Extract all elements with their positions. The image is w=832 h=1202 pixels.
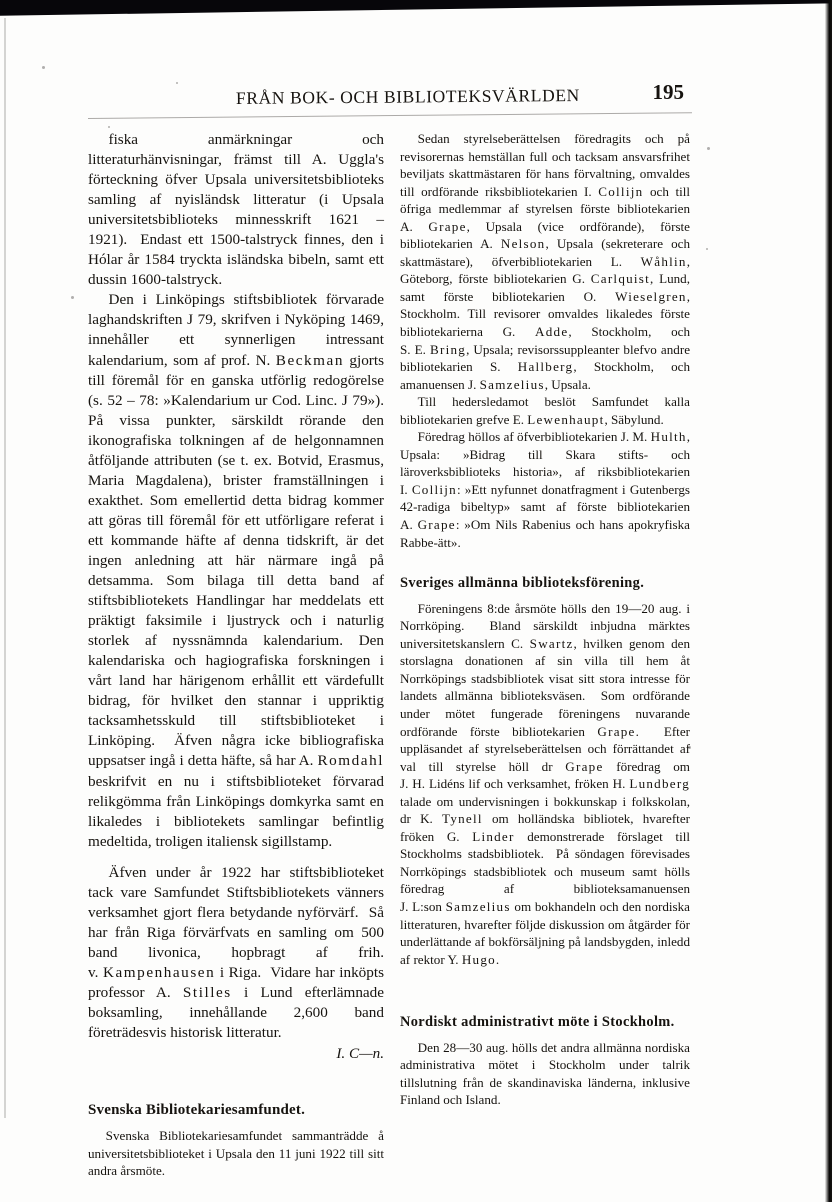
paragraph-gap bbox=[88, 852, 384, 863]
section-heading-nordiskt-administrativt-mote: Nordiskt administrativt möte i Stockholm. bbox=[400, 1014, 675, 1031]
paragraph-gap bbox=[400, 968, 690, 990]
paragraph: Den i Linköpings stiftsbibliotek förvarade laghandskriften J 79, skrifven i Nyköping 1469, innehåller ett synnerligen intressant kalendarium, som af prof. N. Beckman gjorts till föremål för en ganska utförlig redogörelse (s. 52 – 78: »Kalendarium ur Cod. Linc. J 79»). På vissa punkter, särskildt rörande den ikonografiska tolkningen af de helgonnamnen åtföljande attributen (se t. ex. Botvid, Erasmus, Maria Magdalena), brister framställningen i exakthet. Som emellertid detta bidrag kommer att göras till föremål för ett utförligare referat i ett kommande häfte af denna tidskrift, är det ingen anledning att här närmare ingå på detsamma. Som bilaga till detta band af stiftsbibliotekets Handlingar har meddelats ett präktigt faksimile i ljustryck och i naturlig storlek af nyssnämnda kalendarium. Den kalendariska och hagiografiska forskningen i vårt land har härigenom erhållit ett värdefullt bidrag, för hvilket den stannar i uppriktig tacksamhetsskuld till stiftsbiblioteket i Linköping. Äfven några icke bibliografiska uppsatser ingå i detta häfte, så har A. Romdahl beskrifvit en nu i stiftsbiblioteket förvarad relikgömma från Linköpings domkyrka samt en likaledes i bibliotekets samlingar befintlig medeltida, troligen italiensk sigillstamp. bbox=[88, 291, 384, 850]
column-left bbox=[88, 130, 384, 1180]
scan-speck bbox=[42, 66, 45, 69]
scan-speck bbox=[706, 248, 708, 250]
scan-edge-left bbox=[4, 18, 6, 1118]
running-head bbox=[0, 80, 832, 122]
paragraph: Svenska Bibliotekariesamfundet sammanträdde å universitetsbiblioteket i Upsala den 11 juni 1922 till sitt andra årsmöte. bbox=[88, 1128, 384, 1179]
paragraph: Sedan styrelseberättelsen föredragits och på revisorernas hemställan full och tacksam ansvarsfrihet beviljats skattmästaren för hans förvaltning, omvaldes till ordförande riksbibliotekarien I. Collijn och till öfriga medlemmar af styrelsen förste bibliotekarien A. Grape, Upsala (vice ordförande), förste bibliotekarien A. Nelson, Upsala (sekreterare och skattmästare), öfverbibliotekarien L. Wåhlin, Göteborg, förste bibliotekarien G. Carlquist, Lund, samt förste bibliotekarien O. Wieselgren, Stockholm. Till revisorer omvaldes likaledes förste bibliotekarierna G. Adde, Stockholm, och S. E. Bring, Upsala; revisorssuppleanter blefvo andre bibliotekarien S. Hallberg, Stockholm, och amanuensen J. Samzelius, Upsala. bbox=[400, 131, 691, 392]
column-right bbox=[400, 130, 690, 1109]
paragraph: Till hedersledamot beslöt Samfundet kalla bibliotekarien grefve E. Lewenhaupt, Säbylund. bbox=[400, 394, 690, 427]
scan-speck bbox=[108, 126, 110, 128]
paragraph: Den 28—30 aug. hölls det andra allmänna nordiska administrativa mötet i Stockholm under talrik tillslutning från de skandinaviska länderna, inklusive Finland och Island. bbox=[400, 1039, 690, 1108]
section-heading-svenska-bibliotekariesamfundet: Svenska Bibliotekariesamfundet. bbox=[88, 1102, 306, 1119]
page-number: 195 bbox=[652, 80, 684, 104]
paragraph: Äfven under år 1922 har stiftsbiblioteket tack vare Samfundet Stiftsbibliotekets vänners verksamhet gjort flera betydande nyförvärf. Så har från Riga förvärfvats en samling om 500 band livonica, hopbragt af frih. v. Kampenhausen i Riga. Vidare har inköpts professor A. Stilles i Lund efterlämnade boksamling, innehållande 2,600 band företrädesvis historisk litteratur. I. C—n. bbox=[88, 863, 384, 1064]
scan-speck bbox=[176, 82, 178, 84]
section-heading-sveriges-allmanna-biblioteksforening: Sveriges allmänna biblioteksförening. bbox=[400, 575, 645, 592]
scan-edge-right bbox=[825, 0, 832, 1202]
article-signature: I. C—n. bbox=[336, 1045, 384, 1063]
paragraph: fiska anmärkningar och litteraturhänvisningar, främst till A. Uggla's förteckning öfver Upsala universitetsbiblioteks samling af nyisländsk litteratur (i Upsala universitetsbiblioteks minnesskrift 1621 – 1921). Endast ett 1500-talstryck finnes, den i Hólar år 1584 tryckta isländska bibeln, samt ett dussin 1600-talstryck. bbox=[88, 131, 384, 289]
scan-edge-top bbox=[0, 0, 832, 16]
header-rule bbox=[88, 112, 692, 119]
paragraph: Föredrag höllos af öfverbibliotekarien J. M. Hulth, Upsala: »Bidrag till Skara stifts- och läroverksbiblioteks historia», af riksbibliotekarien I. Collijn: »Ett nyfunnet donatfragment i Gutenbergs 42-radiga bibeltyp» samt af förste bibliotekarien A. Grape: »Om Nils Rabenius och hans apokryfiska Rabbe-ätt». bbox=[400, 429, 690, 550]
scan-speck bbox=[71, 296, 74, 299]
running-head-title: FRÅN BOK- OCH BIBLIOTEKSVÄRLDEN bbox=[235, 85, 580, 108]
scan-speck bbox=[707, 147, 710, 150]
paragraph: Föreningens 8:de årsmöte hölls den 19—20 aug. i Norrköping. Bland särskildt inbjudna märktes universitetskanslern C. Swartz, hvilken genom den storslagna donationen af sin villa till hem åt Norrköpings stadsbibliotek visat sitt stora intresse för landets allmänna biblioteksväsen. Som ordförande under mötet fungerade föreningens nuvarande ordförande förste bibliotekarien Grape. Efter uppläsandet af styrelseberättelsen och förrättandet af val till styrelse höll dr Grape föredrag om J. H. Lidéns lif och verksamhet, fröken H. Lundberg talade om undervisningen i bokkunskap i folkskolan, dr K. Tynell om holländska bibliotek, hvarefter fröken G. Linder demonstrerade förslaget till Stockholms stadsbibliotek. På söndagen förevisades Norrköpings stadsbibliotek och museum samt hölls föredrag af biblioteksamanuensen J. L:son Samzelius om bokhandeln och den nordiska litteraturen, hvarefter följde diskussion om åtgärder för underlättande af bokförsäljning på landsbygden, inledd af rektor Y. Hugo. bbox=[400, 600, 690, 967]
